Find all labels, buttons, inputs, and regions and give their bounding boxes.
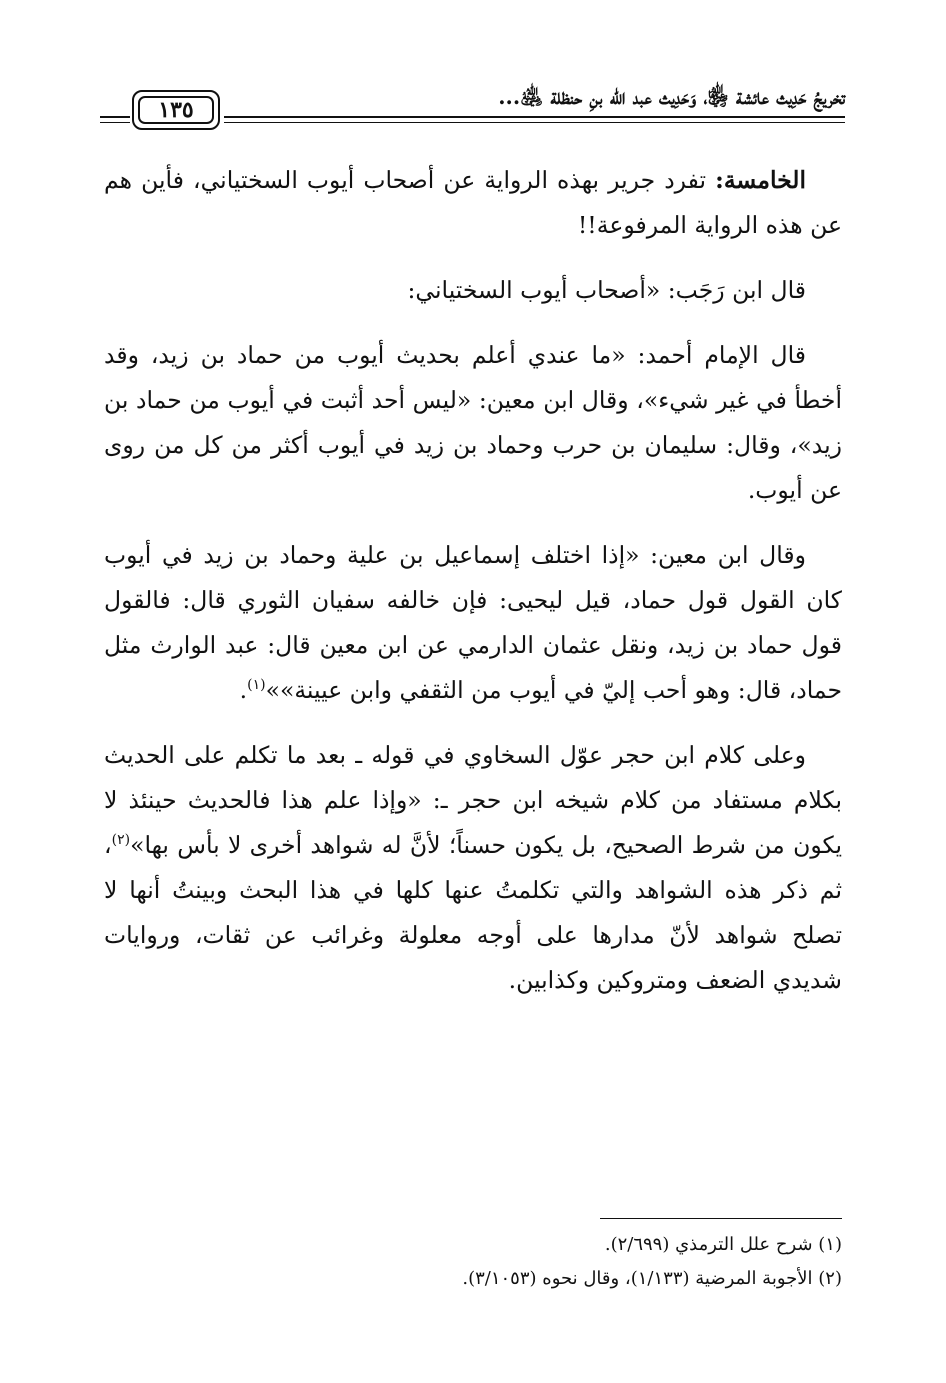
- footnote-text: الأجوبة المرضية (١/١٣٣)، وقال نحوه (٣/١٠٥٣).: [462, 1268, 813, 1289]
- paragraph-quote-intro: قال ابن رَجَب: «أصحاب أيوب السختياني:: [407, 276, 806, 304]
- paragraph-text: ، ثم ذكر هذه الشواهد والتي تكلمتُ عنها كلها في هذا البحث وبينتُ أنها لا تصلح شواهد لأنّ مدارها على أوجه معلولة وغرائب عن ثقات، وروايات شديدي الضعف ومتروكين وكذابين.: [104, 831, 842, 994]
- header-rule: [224, 122, 845, 123]
- footnote-1: [104, 1228, 842, 1262]
- header-rule: [100, 116, 130, 118]
- footnote-text: شرح علل الترمذي (٢/٦٩٩).: [604, 1234, 813, 1255]
- paragraph-ibn-main: [104, 533, 842, 713]
- footnote-separator: [600, 1218, 842, 1219]
- paragraph-fifth: [104, 158, 842, 248]
- paragraph-ahmad: قال الإمام أحمد: «ما عندي أعلم بحديث أيوب من حماد بن زيد، وقد أخطأ في غير شيء»، وقال ابن معين: «ليس أحد أثبت في أيوب من حماد بن زيد»، وقال: سليمان بن حرب وحماد بن زيد في أيوب أكثر من كل من روى عن أيوب.: [104, 341, 842, 504]
- footnote-number: (١): [818, 1234, 842, 1255]
- footnote-ref: (١): [247, 677, 266, 694]
- header-title: تخريجُ حَدِيث عائشة ﵂، وَحَدِيث عبد الله بنِ حنظلة ﵁...: [498, 84, 845, 109]
- header-rule: [224, 116, 845, 118]
- running-header: [100, 78, 845, 128]
- paragraph-label: الخامسة:: [715, 166, 806, 194]
- paragraph-text: وقال ابن معين: «إذا اختلف إسماعيل بن علية وحماد بن زيد في أيوب كان القول قول حماد، قيل ليحيى: فإن خالفه سفيان الثوري قال: فالقول قول حماد بن زيد، ونقل عثمان الدارمي عن ابن معين قال: عبد الوارث مثل حماد، قال: وهو أحب إليّ في أيوب من الثقفي وابن عيينة»»: [104, 541, 842, 704]
- paragraph-sakhawi: [104, 733, 842, 1003]
- paragraph-end: .: [239, 676, 248, 704]
- footnote-2: [104, 1262, 842, 1296]
- paragraph-text: تفرد جرير بهذه الرواية عن أصحاب أيوب السختياني، فأين هم عن هذه الرواية المرفوعة!!: [104, 166, 842, 239]
- header-rule: [100, 122, 130, 123]
- body-text: [104, 158, 842, 1023]
- footnotes: [104, 1228, 842, 1296]
- footnote-ref: (٢): [111, 832, 131, 849]
- footnote-number: (٢): [818, 1268, 842, 1289]
- paragraph-text: وعلى كلام ابن حجر عوّل السخاوي في قوله ـ بعد ما تكلم على الحديث بكلام مستفاد من كلام شيخه ابن حجر ـ: «وإذا علم هذا فالحديث حينئذ لا يكون من شرط الصحيح، بل يكون حسناً؛ لأنَّ له شواهد أخرى لا بأس بها»: [104, 741, 842, 859]
- page-number: ١٣٥: [138, 96, 214, 124]
- page-number-frame: [132, 90, 220, 130]
